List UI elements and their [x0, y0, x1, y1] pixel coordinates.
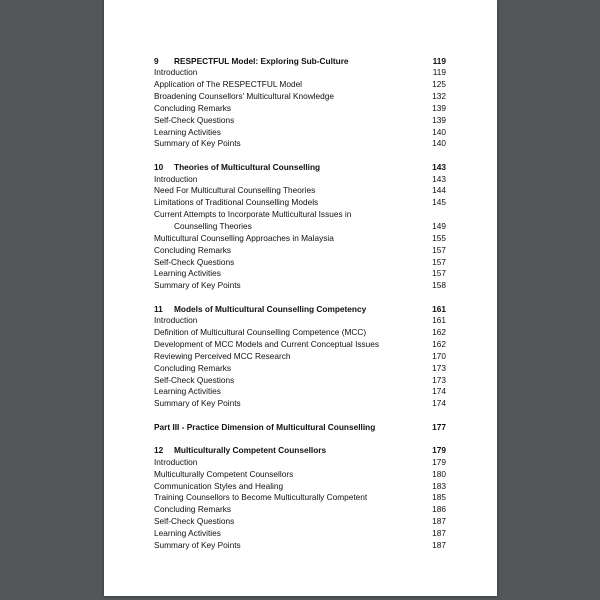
toc-entry[interactable]: [154, 197, 446, 209]
entry-title: Concluding Remarks: [154, 244, 232, 255]
entry-title: Limitations of Traditional Counselling Models: [154, 197, 319, 208]
toc-entry[interactable]: [154, 351, 446, 363]
entry-title: Concluding Remarks: [154, 504, 232, 515]
toc-entry[interactable]: [154, 457, 446, 469]
toc-entry[interactable]: [154, 257, 446, 269]
section-spacer: [154, 150, 446, 162]
toc-entry[interactable]: [154, 185, 446, 197]
entry-title: Self-Check Questions: [154, 114, 235, 125]
entry-title: Self-Check Questions: [154, 374, 235, 385]
entry-title: Need For Multicultural Counselling Theories: [154, 185, 316, 196]
chapter-number: 12: [154, 444, 164, 455]
page-number: 179: [432, 456, 446, 467]
entry-title: Learning Activities: [154, 268, 221, 279]
entry-title: Summary of Key Points: [154, 398, 241, 409]
chapter-heading[interactable]: [154, 162, 446, 174]
toc-entry[interactable]: [154, 280, 446, 292]
page-number: 174: [432, 398, 446, 409]
page-number: 119: [432, 55, 446, 66]
toc-entry[interactable]: [154, 174, 446, 186]
entry-title: Concluding Remarks: [154, 362, 232, 373]
chapter-number: 9: [154, 55, 159, 66]
toc-entry[interactable]: [154, 469, 446, 481]
chapter-heading[interactable]: [154, 56, 446, 68]
part-title: Part III - Practice Dimension of Multicultural Counselling: [154, 421, 376, 432]
toc-entry[interactable]: [154, 91, 446, 103]
document-page[interactable]: [104, 0, 497, 596]
toc-entry[interactable]: [154, 363, 446, 375]
section-spacer: [154, 410, 446, 422]
toc-entry[interactable]: [154, 67, 446, 79]
page-number: 132: [432, 91, 446, 102]
page-number: 145: [432, 197, 446, 208]
entry-title: Current Attempts to Incorporate Multicultural Issues in: [154, 209, 352, 220]
page-number: 157: [432, 256, 446, 267]
toc-entry-continuation[interactable]: [154, 221, 446, 233]
entry-title: Definition of Multicultural Counselling Competence (MCC): [154, 327, 367, 338]
page-number: 177: [432, 421, 446, 432]
toc-entry[interactable]: [154, 127, 446, 139]
entry-title: Broadening Counsellors’ Multicultural Knowledge: [154, 91, 335, 102]
toc-entry[interactable]: [154, 516, 446, 528]
section-spacer: [154, 292, 446, 304]
entry-title: Training Counsellors to Become Multiculturally Competent: [154, 492, 368, 503]
entry-title: Learning Activities: [154, 126, 221, 137]
entry-title: Development of MCC Models and Current Conceptual Issues: [154, 339, 380, 350]
toc-entry[interactable]: [154, 339, 446, 351]
entry-title: Summary of Key Points: [154, 138, 241, 149]
page-number: 158: [432, 280, 446, 291]
chapter-title: Theories of Multicultural Counselling: [174, 161, 321, 172]
entry-title-continuation: Counselling Theories: [174, 220, 252, 231]
entry-title: Communication Styles and Healing: [154, 480, 284, 491]
toc-entry[interactable]: [154, 386, 446, 398]
entry-title: Introduction: [154, 173, 198, 184]
page-number: 143: [432, 173, 446, 184]
entry-title: Self-Check Questions: [154, 516, 235, 527]
page-number: 140: [432, 126, 446, 137]
page-number: 155: [432, 232, 446, 243]
page-number: 183: [432, 480, 446, 491]
entry-title: Introduction: [154, 67, 198, 78]
page-number: 149: [432, 220, 446, 231]
chapter-title: Multiculturally Competent Counsellors: [174, 444, 327, 455]
page-number: 157: [432, 244, 446, 255]
chapter-title: RESPECTFUL Model: Exploring Sub-Culture: [174, 55, 349, 66]
toc-entry[interactable]: [154, 115, 446, 127]
page-number: 119: [432, 67, 446, 78]
entry-title: Introduction: [154, 315, 198, 326]
entry-title: Reviewing Perceived MCC Research: [154, 350, 291, 361]
page-number: 170: [432, 350, 446, 361]
entry-title: Concluding Remarks: [154, 102, 232, 113]
entry-title: Introduction: [154, 456, 198, 467]
page-number: 162: [432, 339, 446, 350]
page-number: 162: [432, 327, 446, 338]
chapter-heading[interactable]: [154, 304, 446, 316]
toc-entry[interactable]: [154, 245, 446, 257]
entry-title: Multicultural Counselling Approaches in Malaysia: [154, 232, 334, 243]
page-number: 157: [432, 268, 446, 279]
toc-entry[interactable]: [154, 138, 446, 150]
page-number: 185: [432, 492, 446, 503]
toc-entry[interactable]: [154, 268, 446, 280]
page-number: 187: [432, 516, 446, 527]
entry-title: Learning Activities: [154, 527, 221, 538]
entry-title: Summary of Key Points: [154, 280, 241, 291]
entry-title: Learning Activities: [154, 386, 221, 397]
page-number: 174: [432, 386, 446, 397]
toc-entry[interactable]: [154, 209, 446, 221]
page-number: 139: [432, 102, 446, 113]
toc-entry[interactable]: [154, 79, 446, 91]
page-number: 144: [432, 185, 446, 196]
page-number: 161: [432, 303, 446, 314]
toc-entry[interactable]: [154, 504, 446, 516]
page-number: 186: [432, 504, 446, 515]
table-of-contents: [154, 56, 446, 552]
page-number: 179: [432, 444, 446, 455]
toc-entry[interactable]: [154, 398, 446, 410]
page-number: 161: [432, 315, 446, 326]
page-number: 139: [432, 114, 446, 125]
page-number: 187: [432, 539, 446, 550]
chapter-title: Models of Multicultural Counselling Competency: [174, 303, 367, 314]
toc-entry[interactable]: [154, 540, 446, 552]
toc-entry[interactable]: [154, 327, 446, 339]
chapter-number: 10: [154, 161, 164, 172]
entry-title: Summary of Key Points: [154, 539, 241, 550]
toc-entry[interactable]: [154, 528, 446, 540]
toc-entry[interactable]: [154, 481, 446, 493]
page-number: 173: [432, 362, 446, 373]
toc-entry[interactable]: [154, 375, 446, 387]
part-heading[interactable]: [154, 422, 446, 434]
entry-title: Self-Check Questions: [154, 256, 235, 267]
toc-entry[interactable]: [154, 103, 446, 115]
entry-title: Multiculturally Competent Counsellors: [154, 468, 294, 479]
page-number: 140: [432, 138, 446, 149]
section-spacer: [154, 433, 446, 445]
chapter-heading[interactable]: [154, 445, 446, 457]
page-number: 125: [432, 79, 446, 90]
chapter-number: 11: [154, 303, 163, 314]
page-number: 143: [432, 161, 446, 172]
toc-entry[interactable]: [154, 315, 446, 327]
page-number: 187: [432, 527, 446, 538]
toc-entry[interactable]: [154, 492, 446, 504]
page-number: 173: [432, 374, 446, 385]
toc-entry[interactable]: [154, 233, 446, 245]
page-number: 180: [432, 468, 446, 479]
entry-title: Application of The RESPECTFUL Model: [154, 79, 303, 90]
